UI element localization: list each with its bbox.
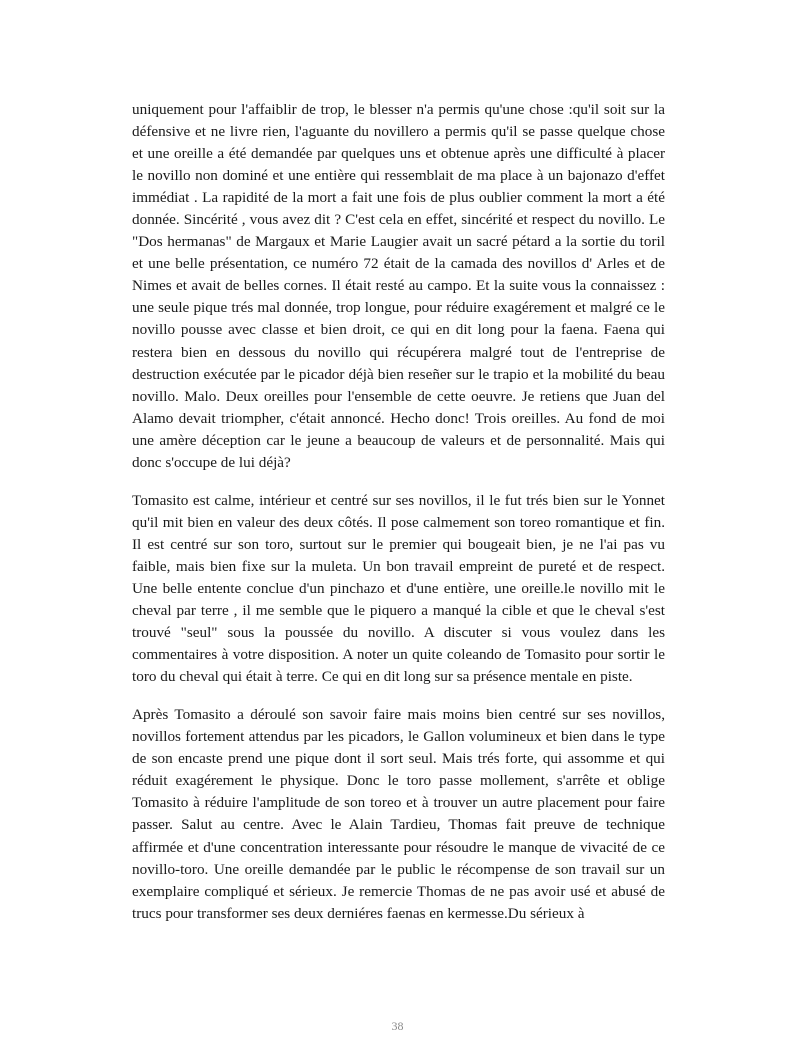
paragraph-tomasito-gallon: Après Tomasito a déroulé son savoir faire mais moins bien centré sur ses novillos, novillos fortement attendus par les picadors, le Gallon volumineux et bien dans le type de son encaste prend une pique dont il sort seul. Mais trés forte, qui assomme et qui réduit exagérement le physique. Donc le toro passe mollement, s'arrête et oblige Tomasito à réduire l'amplitude de son toreo et à trouver un autre placement pour faire passer. Salut au centre. Avec le Alain Tardieu, Thomas fait preuve de technique affirmée et d'une concentration interessante pour résoudre le manque de vivacité de ce novillo-toro. Une oreille demandée par le public le récompense de son travail sur un exemplaire compliqué et sérieux. Je remercie Thomas de ne pas avoir usé et abusé de trucs pour transformer ses deux derniéres faenas en kermesse.Du sérieux à (132, 706, 665, 922)
paragraph-juan-del-alamo: uniquement pour l'affaiblir de trop, le blesser n'a permis qu'une chose :qu'il soit sur la défensive et ne livre rien, l'aguante du novillero a permis qu'il se passe quelque chose et une oreille a été demandée par quelques uns et obtenue après une difficulté à placer le novillo non dominé et une entière qui ressemblait de ma place à un bajonazo d'effet immédiat . La rapidité de la mort a fait une fois de plus oublier comment la mort a été donnée. Sincérité , vous avez dit ? C'est cela en effet, sincérité et respect du novillo. Le "Dos hermanas" de Margaux et Marie Laugier avait un sacré pétard a la sortie du toril et une belle présentation, ce numéro 72 était de la camada des novillos d' Arles et de Nimes et avait de belles cornes. Il était resté au campo. Et la suite vous la connaissez : une seule pique trés mal donnée, trop longue, pour réduire exagérement et malgré ce le novillo pousse avec classe et bien droit, ce qui en dit long pour la faena. Faena qui restera bien en dessous du novillo qui récupérera malgré tout de l'entreprise de destruction exécutée par le picador déjà bien reseñer sur le trapio et la mobilité du beau novillo. Malo. Deux oreilles pour l'ensemble de cette oeuvre. Je retiens que Juan del Alamo devait triompher, c'était annoncé. Hecho donc! Trois oreilles. Au fond de moi une amère déception car le jeune a beaucoup de valeurs et de personnalité. Mais qui donc s'occupe de lui déjà? (132, 101, 665, 471)
page-number: 38 (391, 1019, 404, 1033)
paragraph-tomasito-yonnet: Tomasito est calme, intérieur et centré sur ses novillos, il le fut trés bien sur le Yonnet qu'il mit bien en valeur des deux côtés. Il pose calmement son toreo romantique et fin. Il est centré sur son toro, surtout sur le premier qui bougeait bien, je ne l'ai pas vu faible, mais bien fixe sur la muleta. Un bon travail empreint de pureté et de respect. Une belle entente conclue d'un pinchazo et d'une entière, une oreille.le novillo mit le cheval par terre , il me semble que le piquero a manqué la cible et que le cheval s'est trouvé "seul" sous la poussée du novillo. A discuter si vous voulez dans les commentaires à votre disposition. A noter un quite coleando de Tomasito pour sortir le toro du cheval qui était à terre. Ce qui en dit long sur sa présence mentale en piste. (132, 491, 665, 686)
page-body (132, 99, 665, 925)
